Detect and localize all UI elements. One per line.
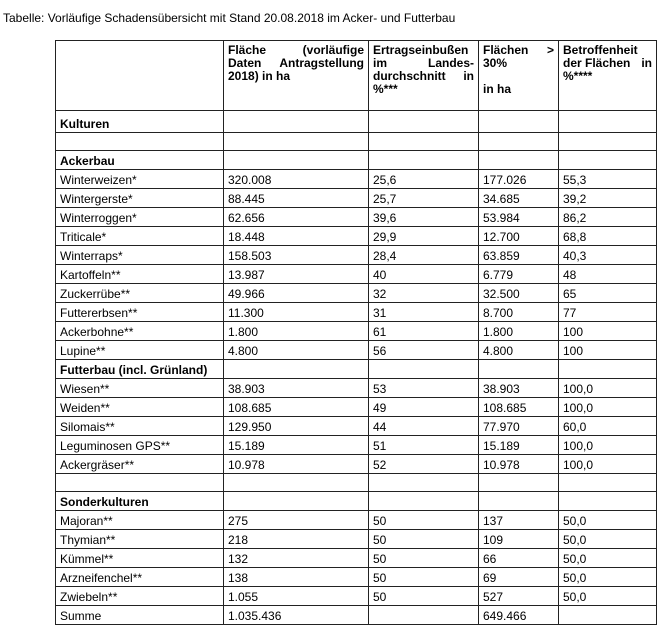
spacer-row bbox=[56, 133, 657, 151]
flaeche-cell: 38.903 bbox=[224, 379, 369, 398]
crop-name-cell: Zwiebeln** bbox=[56, 587, 224, 606]
table-row bbox=[56, 284, 657, 303]
empty-cell bbox=[479, 151, 559, 170]
flaeche-cell: 320.008 bbox=[224, 170, 369, 189]
section-title-ackerbau: Ackerbau bbox=[56, 151, 224, 170]
betroffen-cell: 50,0 bbox=[559, 549, 657, 568]
ertrag-cell: 50 bbox=[369, 549, 479, 568]
flaechen30-cell: 527 bbox=[479, 587, 559, 606]
ertrag-cell: 44 bbox=[369, 417, 479, 436]
empty-cell bbox=[56, 133, 224, 151]
kulturen-label: Kulturen bbox=[56, 111, 224, 133]
betroffen-cell: 100,0 bbox=[559, 379, 657, 398]
crop-name-cell: Leguminosen GPS** bbox=[56, 436, 224, 455]
empty-cell bbox=[369, 474, 479, 492]
table-row bbox=[56, 189, 657, 208]
flaechen30-cell: 108.685 bbox=[479, 398, 559, 417]
betroffen-cell: 40,3 bbox=[559, 246, 657, 265]
summe-flaechen30: 649.466 bbox=[479, 606, 559, 625]
empty-cell bbox=[479, 360, 559, 379]
flaechen30-cell: 8.700 bbox=[479, 303, 559, 322]
header-text: Daten bbox=[228, 56, 262, 70]
flaeche-cell: 15.189 bbox=[224, 436, 369, 455]
ertrag-cell: 56 bbox=[369, 341, 479, 360]
section-row-ackerbau bbox=[56, 151, 657, 170]
table-row bbox=[56, 379, 657, 398]
flaeche-cell: 4.800 bbox=[224, 341, 369, 360]
table-row bbox=[56, 568, 657, 587]
flaechen30-cell: 66 bbox=[479, 549, 559, 568]
table-row bbox=[56, 511, 657, 530]
betroffen-cell: 50,0 bbox=[559, 568, 657, 587]
crop-name-cell: Majoran** bbox=[56, 511, 224, 530]
crop-name-cell: Winterroggen* bbox=[56, 208, 224, 227]
table-row bbox=[56, 227, 657, 246]
header-text: Landes- bbox=[427, 56, 474, 70]
header-ertragseinbussen bbox=[369, 41, 479, 111]
empty-cell bbox=[559, 474, 657, 492]
ertrag-cell: 51 bbox=[369, 436, 479, 455]
table-row bbox=[56, 303, 657, 322]
flaeche-cell: 1.055 bbox=[224, 587, 369, 606]
flaeche-cell: 275 bbox=[224, 511, 369, 530]
ertrag-cell: 31 bbox=[369, 303, 479, 322]
table-row bbox=[56, 549, 657, 568]
crop-name-cell: Winterweizen* bbox=[56, 170, 224, 189]
empty-cell bbox=[479, 133, 559, 151]
table-row bbox=[56, 455, 657, 474]
summe-betroffen bbox=[559, 606, 657, 625]
header-text: in ha bbox=[483, 82, 512, 96]
table-row bbox=[56, 265, 657, 284]
empty-cell bbox=[224, 133, 369, 151]
flaeche-cell: 108.685 bbox=[224, 398, 369, 417]
flaeche-cell: 62.656 bbox=[224, 208, 369, 227]
flaeche-cell: 10.978 bbox=[224, 455, 369, 474]
crop-name-cell: Kümmel** bbox=[56, 549, 224, 568]
header-text: der Flächen bbox=[563, 56, 631, 70]
empty-cell bbox=[224, 474, 369, 492]
header-text: in bbox=[641, 56, 652, 70]
header-text: 2018) in ha bbox=[228, 69, 291, 83]
crop-name-cell: Ackerbohne** bbox=[56, 322, 224, 341]
crop-name-cell: Wintergerste* bbox=[56, 189, 224, 208]
flaeche-cell: 158.503 bbox=[224, 246, 369, 265]
crop-name-cell: Weiden** bbox=[56, 398, 224, 417]
empty-cell bbox=[479, 111, 559, 133]
crop-name-cell: Ackergräser** bbox=[56, 455, 224, 474]
header-text: Flächen bbox=[483, 43, 529, 57]
crop-name-cell: Lupine** bbox=[56, 341, 224, 360]
betroffen-cell: 50,0 bbox=[559, 530, 657, 549]
summe-flaeche: 1.035.436 bbox=[224, 606, 369, 625]
empty-cell bbox=[559, 360, 657, 379]
table-row bbox=[56, 246, 657, 265]
crop-name-cell: Arzneifenchel** bbox=[56, 568, 224, 587]
ertrag-cell: 39,6 bbox=[369, 208, 479, 227]
ertrag-cell: 29,9 bbox=[369, 227, 479, 246]
header-text: Betroffenheit bbox=[563, 43, 638, 57]
ertrag-cell: 50 bbox=[369, 530, 479, 549]
section-row-sonderkulturen bbox=[56, 492, 657, 511]
header-row bbox=[56, 41, 657, 111]
header-text: Ertragseinbußen bbox=[373, 43, 469, 57]
empty-cell bbox=[369, 133, 479, 151]
table-caption: Tabelle: Vorläufige Schadensübersicht mit Stand 20.08.2018 im Acker- und Futterbau bbox=[3, 11, 456, 25]
crop-name-cell: Kartoffeln** bbox=[56, 265, 224, 284]
table-row bbox=[56, 341, 657, 360]
ertrag-cell: 50 bbox=[369, 511, 479, 530]
table-row bbox=[56, 417, 657, 436]
empty-cell bbox=[479, 492, 559, 511]
empty-cell bbox=[559, 133, 657, 151]
flaeche-cell: 88.445 bbox=[224, 189, 369, 208]
betroffen-cell: 100 bbox=[559, 341, 657, 360]
header-flaechen-30 bbox=[479, 41, 559, 111]
flaechen30-cell: 1.800 bbox=[479, 322, 559, 341]
table-row bbox=[56, 208, 657, 227]
header-cell-empty bbox=[56, 41, 224, 111]
empty-cell bbox=[369, 360, 479, 379]
crop-name-cell: Silomais** bbox=[56, 417, 224, 436]
summe-row bbox=[56, 606, 657, 625]
header-text: durchschnitt bbox=[373, 69, 446, 83]
section-title-sonderkulturen: Sonderkulturen bbox=[56, 492, 224, 511]
crop-name-cell: Futtererbsen** bbox=[56, 303, 224, 322]
flaechen30-cell: 177.026 bbox=[479, 170, 559, 189]
section-row-futterbau bbox=[56, 360, 657, 379]
flaechen30-cell: 32.500 bbox=[479, 284, 559, 303]
betroffen-cell: 50,0 bbox=[559, 511, 657, 530]
table-row bbox=[56, 322, 657, 341]
betroffen-cell: 86,2 bbox=[559, 208, 657, 227]
empty-cell bbox=[224, 151, 369, 170]
crop-name-cell: Thymian** bbox=[56, 530, 224, 549]
empty-cell bbox=[369, 111, 479, 133]
header-text: im bbox=[373, 56, 388, 70]
empty-cell bbox=[224, 111, 369, 133]
flaeche-cell: 138 bbox=[224, 568, 369, 587]
flaechen30-cell: 38.903 bbox=[479, 379, 559, 398]
header-text: %**** bbox=[563, 69, 593, 83]
section-title-futterbau: Futterbau (incl. Grünland) bbox=[56, 360, 224, 379]
empty-cell bbox=[559, 111, 657, 133]
header-text: 30% bbox=[483, 56, 508, 70]
betroffen-cell: 100,0 bbox=[559, 455, 657, 474]
crop-name-cell: Triticale* bbox=[56, 227, 224, 246]
betroffen-cell: 55,3 bbox=[559, 170, 657, 189]
empty-cell bbox=[369, 151, 479, 170]
header-text: Antragstellung bbox=[279, 56, 364, 70]
empty-cell bbox=[369, 492, 479, 511]
crop-name-cell: Winterraps* bbox=[56, 246, 224, 265]
table-row bbox=[56, 587, 657, 606]
table-row bbox=[56, 398, 657, 417]
flaeche-cell: 1.800 bbox=[224, 322, 369, 341]
ertrag-cell: 25,7 bbox=[369, 189, 479, 208]
empty-cell bbox=[559, 492, 657, 511]
empty-cell bbox=[56, 474, 224, 492]
header-text: in bbox=[463, 69, 474, 83]
table-row bbox=[56, 170, 657, 189]
flaechen30-cell: 69 bbox=[479, 568, 559, 587]
flaeche-cell: 18.448 bbox=[224, 227, 369, 246]
header-betroffenheit bbox=[559, 41, 657, 111]
header-flaeche bbox=[224, 41, 369, 111]
betroffen-cell: 60,0 bbox=[559, 417, 657, 436]
flaechen30-cell: 77.970 bbox=[479, 417, 559, 436]
damage-table bbox=[55, 40, 657, 625]
betroffen-cell: 77 bbox=[559, 303, 657, 322]
ertrag-cell: 32 bbox=[369, 284, 479, 303]
ertrag-cell: 28,4 bbox=[369, 246, 479, 265]
summe-ertrag bbox=[369, 606, 479, 625]
flaeche-cell: 11.300 bbox=[224, 303, 369, 322]
crop-name-cell: Wiesen** bbox=[56, 379, 224, 398]
header-text: Fläche bbox=[228, 43, 267, 57]
ertrag-cell: 50 bbox=[369, 587, 479, 606]
ertrag-cell: 61 bbox=[369, 322, 479, 341]
betroffen-cell: 100,0 bbox=[559, 436, 657, 455]
ertrag-cell: 53 bbox=[369, 379, 479, 398]
flaechen30-cell: 53.984 bbox=[479, 208, 559, 227]
flaeche-cell: 132 bbox=[224, 549, 369, 568]
flaeche-cell: 218 bbox=[224, 530, 369, 549]
flaechen30-cell: 4.800 bbox=[479, 341, 559, 360]
betroffen-cell: 100,0 bbox=[559, 398, 657, 417]
ertrag-cell: 50 bbox=[369, 568, 479, 587]
header-text: > bbox=[546, 43, 554, 57]
flaechen30-cell: 6.779 bbox=[479, 265, 559, 284]
flaechen30-cell: 109 bbox=[479, 530, 559, 549]
flaechen30-cell: 63.859 bbox=[479, 246, 559, 265]
table-row bbox=[56, 436, 657, 455]
betroffen-cell: 50,0 bbox=[559, 587, 657, 606]
empty-cell bbox=[479, 474, 559, 492]
ertrag-cell: 49 bbox=[369, 398, 479, 417]
empty-cell bbox=[224, 360, 369, 379]
flaechen30-cell: 10.978 bbox=[479, 455, 559, 474]
flaechen30-cell: 34.685 bbox=[479, 189, 559, 208]
flaeche-cell: 49.966 bbox=[224, 284, 369, 303]
crop-name-cell: Zuckerrübe** bbox=[56, 284, 224, 303]
spacer-row bbox=[56, 474, 657, 492]
betroffen-cell: 100 bbox=[559, 322, 657, 341]
betroffen-cell: 68,8 bbox=[559, 227, 657, 246]
kulturen-row bbox=[56, 111, 657, 133]
flaechen30-cell: 137 bbox=[479, 511, 559, 530]
flaechen30-cell: 15.189 bbox=[479, 436, 559, 455]
flaeche-cell: 13.987 bbox=[224, 265, 369, 284]
betroffen-cell: 48 bbox=[559, 265, 657, 284]
ertrag-cell: 25,6 bbox=[369, 170, 479, 189]
betroffen-cell: 65 bbox=[559, 284, 657, 303]
header-text: (vorläufige bbox=[302, 43, 364, 57]
empty-cell bbox=[559, 151, 657, 170]
summe-label: Summe bbox=[56, 606, 224, 625]
betroffen-cell: 39,2 bbox=[559, 189, 657, 208]
table-row bbox=[56, 530, 657, 549]
ertrag-cell: 40 bbox=[369, 265, 479, 284]
empty-cell bbox=[224, 492, 369, 511]
flaeche-cell: 129.950 bbox=[224, 417, 369, 436]
flaechen30-cell: 12.700 bbox=[479, 227, 559, 246]
header-text: %*** bbox=[373, 82, 398, 96]
ertrag-cell: 52 bbox=[369, 455, 479, 474]
